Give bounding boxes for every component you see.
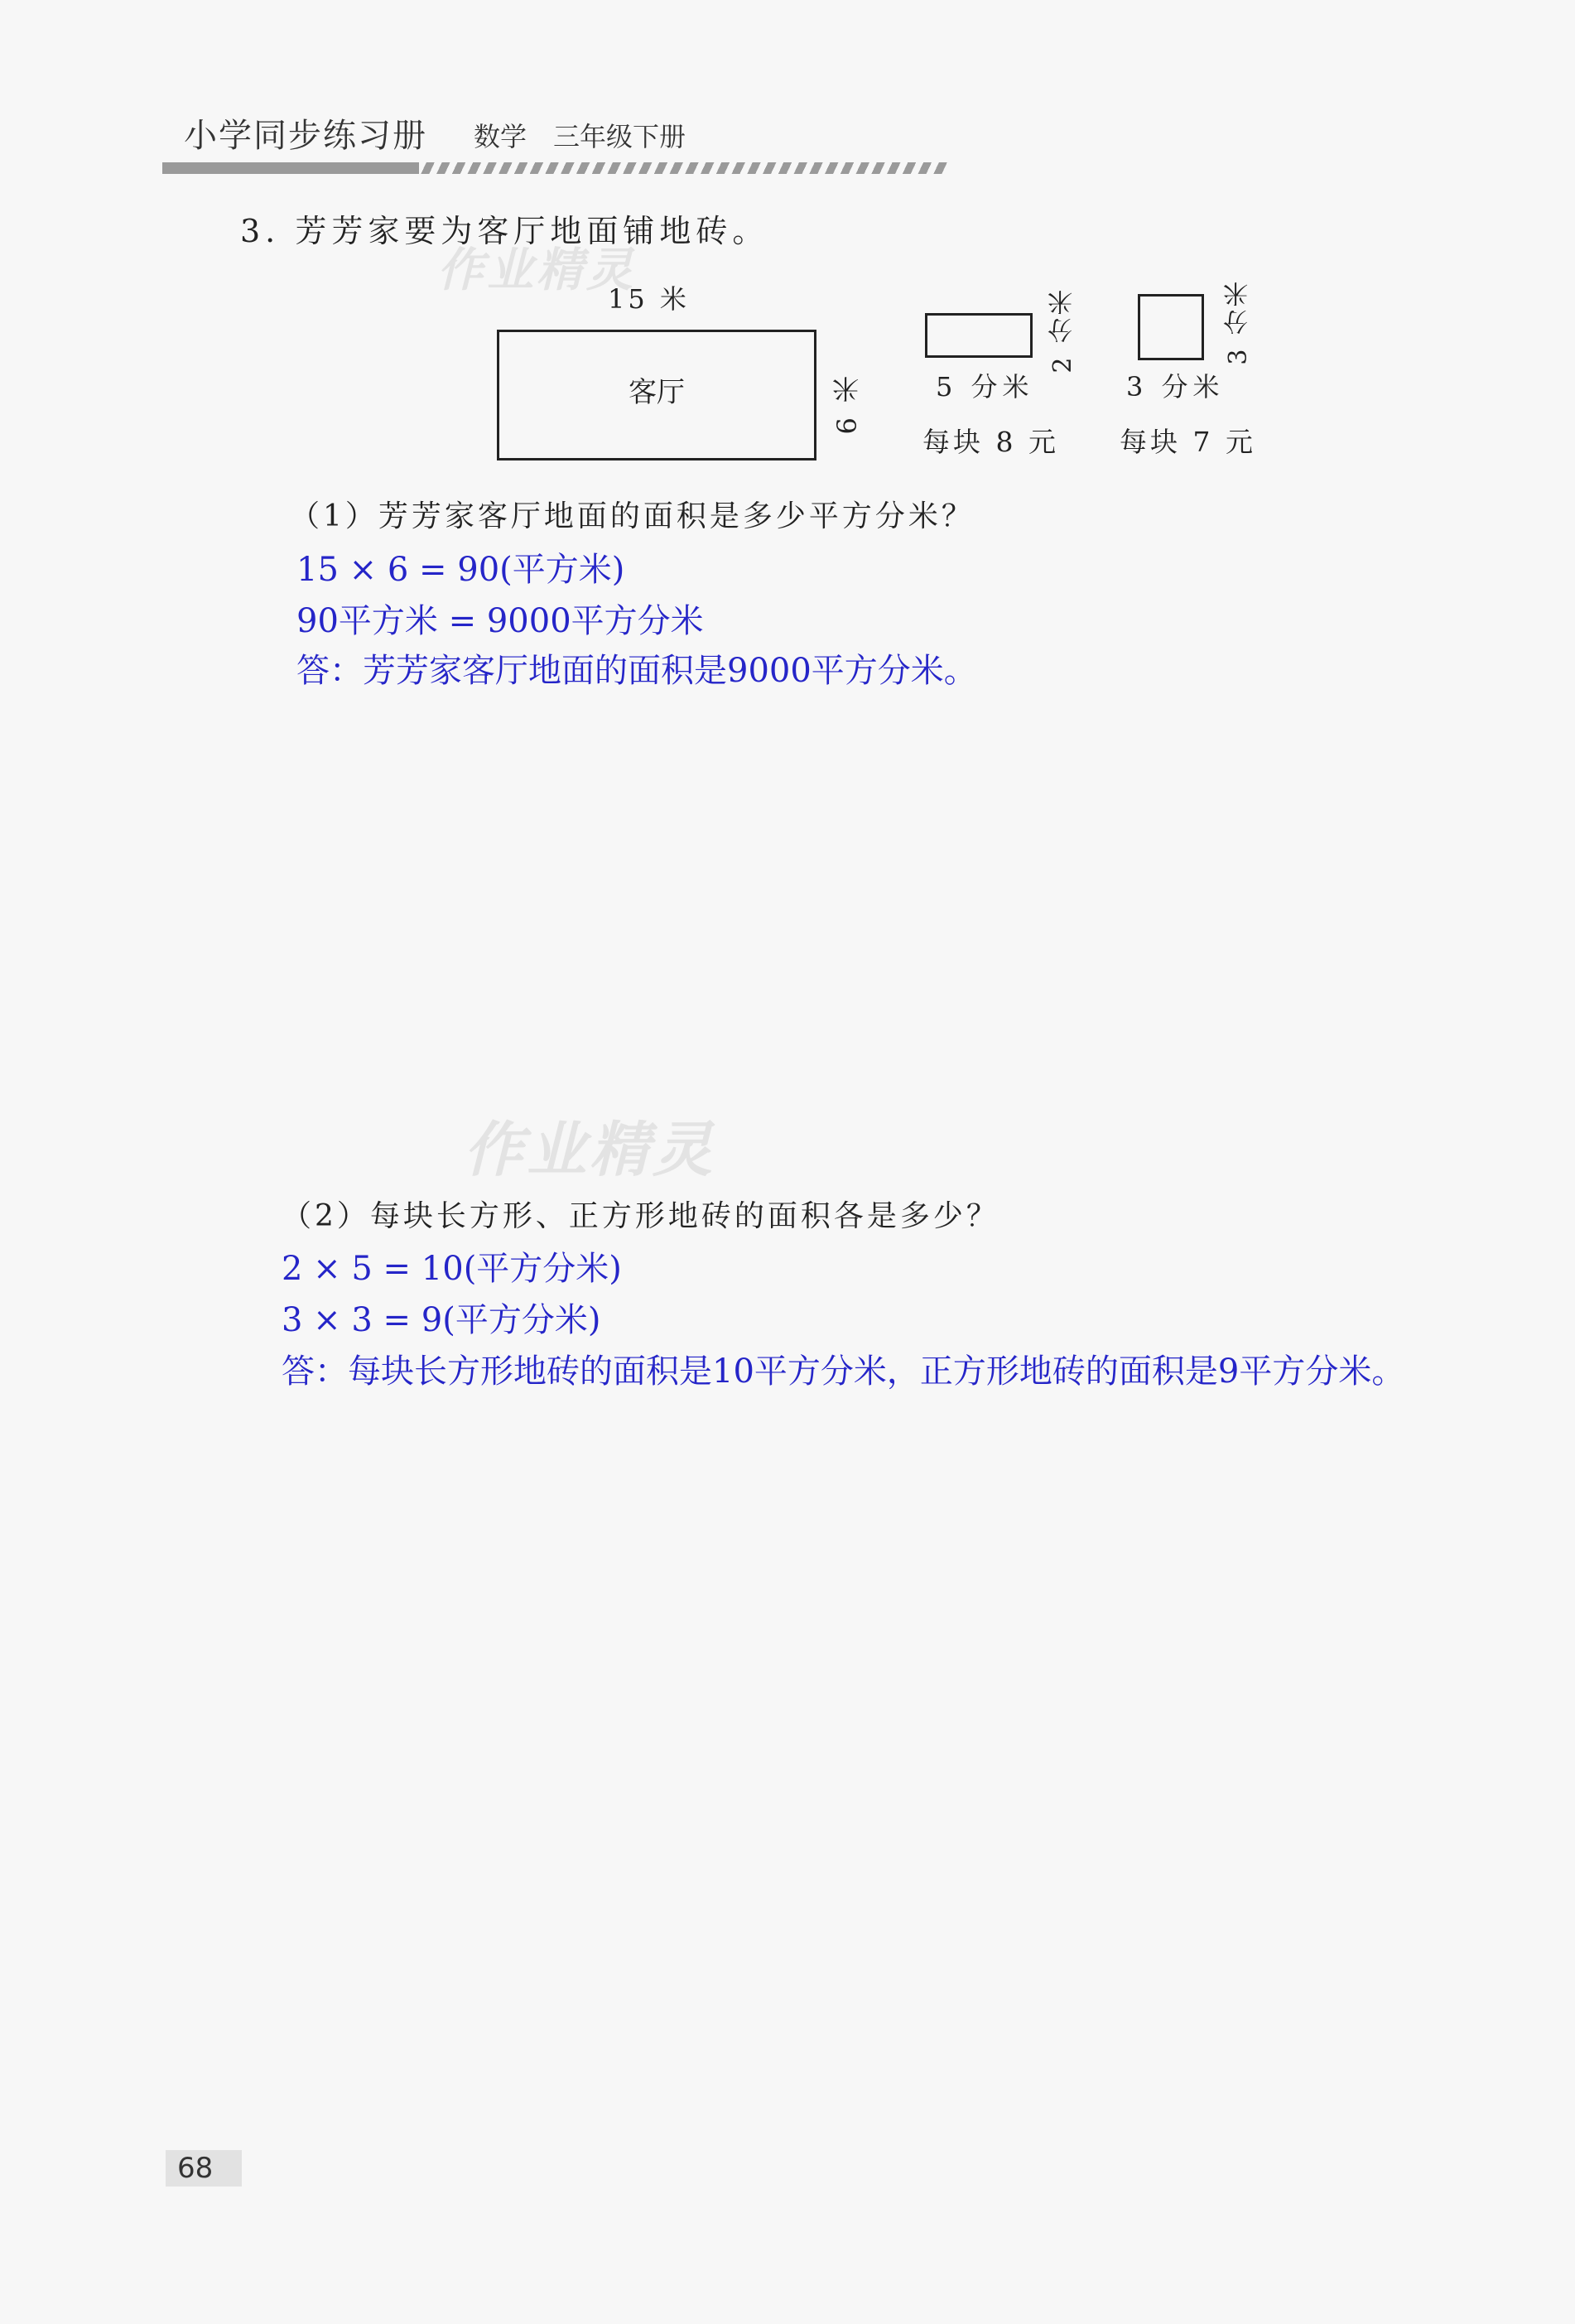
square-tile-height-label: 3 分米 (1224, 278, 1253, 365)
part1-answer-line: 90平方米 = 9000平方分米 (296, 602, 704, 640)
watermark: 作业精灵 (464, 1115, 716, 1184)
subject-label: 数学 (474, 121, 527, 152)
square-tile-width-label: 3 分米 (1126, 371, 1225, 403)
room-length-label: 15 米 (608, 283, 690, 315)
rect-tile-width-label: 5 分米 (936, 371, 1034, 403)
rect-tile-height-label: 2 分米 (1048, 287, 1077, 374)
room-width-label: 6 米 (831, 373, 863, 435)
watermark: 作业精灵 (437, 243, 636, 297)
part1-answer-line: 答：芳芳家客厅地面的面积是9000平方分米。 (296, 652, 977, 690)
book-title: 小学同步练习册 (184, 117, 427, 155)
part2-answer-line: 2 × 5 = 10(平方分米) (282, 1250, 622, 1288)
part2-question: （2）每块长方形、正方形地砖的面积各是多少？ (282, 1199, 999, 1233)
page-number: 68 (177, 2152, 214, 2185)
part2-answer-line: 3 × 3 = 9(平方分米) (282, 1301, 601, 1339)
part1-answer-line: 15 × 6 = 90(平方米) (296, 551, 625, 589)
part1-question: （1）芳芳家客厅地面的面积是多少平方分米？ (290, 499, 975, 533)
rect-tile-shape (925, 313, 1033, 358)
grade-label: 三年级下册 (553, 121, 686, 152)
square-tile-price: 每块 7 元 (1120, 426, 1256, 458)
room-label: 客厅 (629, 376, 685, 409)
question-title: 3. 芳芳家要为客厅地面铺地砖。 (240, 213, 769, 249)
header-divider-solid (162, 162, 419, 174)
part2-answer-line: 答：每块长方形地砖的面积是10平方分米，正方形地砖的面积是9平方分米。 (282, 1352, 1405, 1391)
rect-tile-price: 每块 8 元 (922, 426, 1059, 458)
square-tile-shape (1138, 294, 1204, 360)
